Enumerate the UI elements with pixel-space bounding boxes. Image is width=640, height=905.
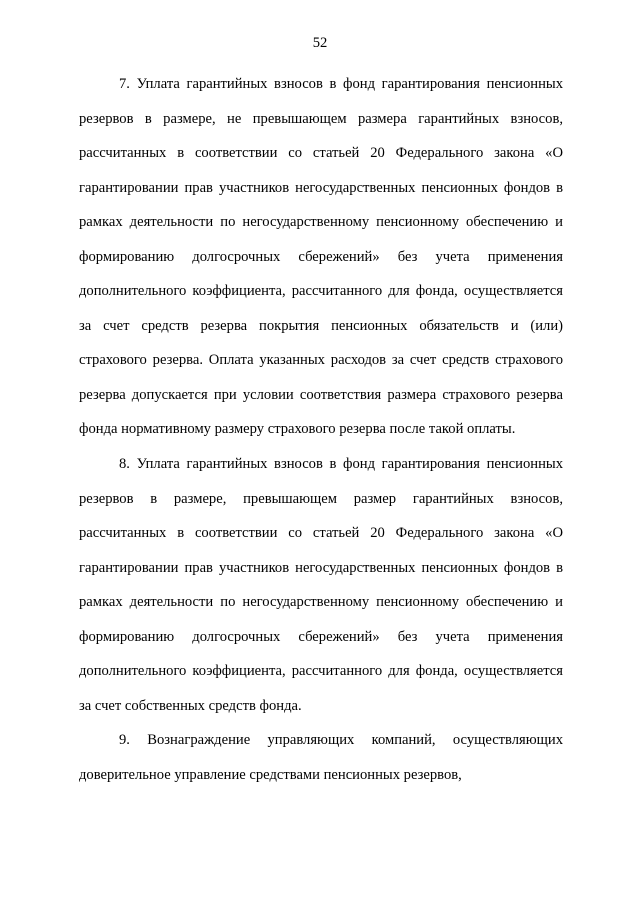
page-number: 52 bbox=[312, 35, 328, 51]
paragraph-7: 7. Уплата гарантийных взносов в фонд гарантирования пенсионных резервов в размере, не превышающем размера гарантийных взносов, рассчитанных в соответствии со статьей 20 Федерального закона «О гарантировании прав участников негосударственных пенсионных фондов в рамках деятельности по негосударственному пенсионному обеспечению и формированию долгосрочных сбережений» без учета применения дополнительного коэффициента, рассчитанного для фонда, осуществляется за счет средств резерва покрытия пенсионных обязательств и (или) страхового резерва. Оплата указанных расходов за счет средств страхового резерва допускается при условии соответствия размера страхового резерва фонда нормативному размеру страхового резерва после такой оплаты. bbox=[79, 76, 563, 438]
paragraph-9: 9. Вознаграждение управляющих компаний, осуществляющих доверительное управление средствами пенсионных резервов, bbox=[79, 732, 563, 783]
paragraph-8: 8. Уплата гарантийных взносов в фонд гарантирования пенсионных резервов в размере, превышающем размер гарантийных взносов, рассчитанных в соответствии со статьей 20 Федерального закона «О гарантировании прав участников негосударственных пенсионных фондов в рамках деятельности по негосударственному пенсионному обеспечению и формированию долгосрочных сбережений» без учета применения дополнительного коэффициента, рассчитанного для фонда, осуществляется за счет собственных средств фонда. bbox=[79, 456, 563, 714]
document-body bbox=[79, 67, 563, 792]
